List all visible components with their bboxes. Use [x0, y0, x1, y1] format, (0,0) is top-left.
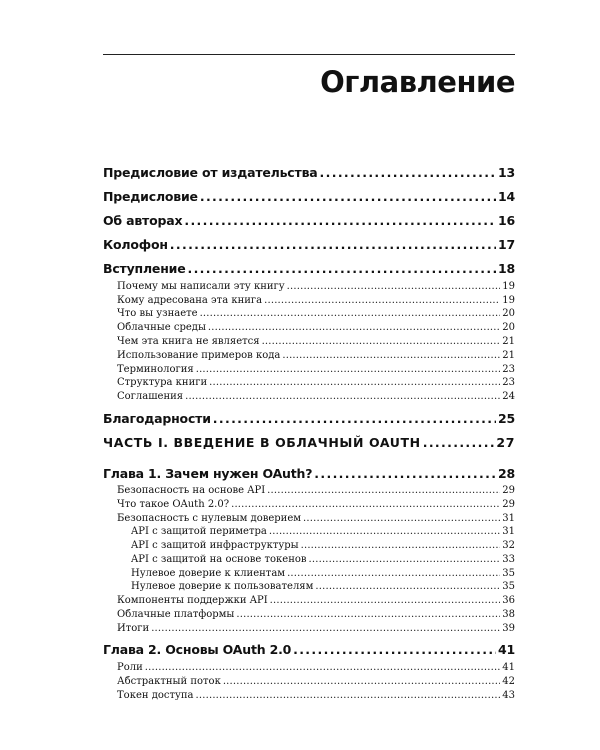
toc-entry-label: Роли	[117, 662, 143, 673]
dot-leader	[303, 513, 500, 524]
toc-entry-page: 21	[502, 336, 515, 347]
toc-entry-label: Колофон	[103, 237, 168, 252]
toc-part-entry[interactable]	[103, 435, 515, 453]
toc-entry[interactable]	[117, 281, 515, 295]
toc-entry-label: Безопасность с нулевым доверием	[117, 513, 302, 524]
toc-entry-label: Кому адресована эта книга	[117, 295, 263, 306]
dot-leader	[309, 554, 501, 565]
dot-leader	[264, 295, 500, 306]
dot-leader	[145, 662, 500, 673]
dot-leader	[287, 281, 501, 292]
toc-entry[interactable]	[117, 513, 515, 527]
dot-leader	[196, 690, 501, 701]
dot-leader	[315, 581, 500, 592]
toc-entry-label: Использование примеров кода	[117, 350, 281, 361]
toc-entry-label: Итоги	[117, 623, 150, 634]
toc-entry-page: 29	[502, 485, 515, 496]
toc-entry-page: 31	[502, 526, 515, 537]
toc-entry-page: 31	[502, 513, 515, 524]
page-title: Оглавление	[320, 65, 515, 99]
toc-entry-page: 18	[498, 261, 515, 276]
toc-entry[interactable]	[117, 499, 515, 513]
dot-leader	[269, 526, 500, 537]
toc-entry-page: 35	[502, 568, 515, 579]
dot-leader	[267, 485, 500, 496]
toc-entry[interactable]	[103, 237, 515, 255]
toc-entry-label: Глава 1. Зачем нужен OAuth?	[103, 466, 313, 481]
toc-entry-label: Вступление	[103, 261, 186, 276]
toc-entry[interactable]	[117, 676, 515, 690]
toc-entry-page: 17	[498, 237, 515, 252]
toc-entry[interactable]	[117, 662, 515, 676]
dot-leader	[184, 213, 496, 228]
toc-entry-label: Абстрактный поток	[117, 676, 221, 687]
toc-entry[interactable]	[103, 411, 515, 429]
dot-leader	[209, 377, 500, 388]
toc-entry-label: ЧАСТЬ I. ВВЕДЕНИЕ В ОБЛАЧНЫЙ OAUTH	[103, 435, 421, 450]
toc-entry-page: 21	[502, 350, 515, 361]
toc-entry[interactable]	[103, 165, 515, 183]
dot-leader	[208, 322, 500, 333]
dot-leader	[196, 364, 501, 375]
dot-leader	[151, 623, 500, 634]
toc-entry-page: 14	[498, 189, 515, 204]
toc-entry-page: 23	[502, 364, 515, 375]
toc-entry[interactable]	[117, 364, 515, 378]
toc-entry-page: 36	[502, 595, 515, 606]
dot-leader	[200, 189, 496, 204]
toc-entry-label: Терминология	[117, 364, 194, 375]
toc-entry[interactable]	[131, 554, 515, 568]
toc-entry-label: Об авторах	[103, 213, 183, 228]
toc-entry[interactable]	[117, 623, 515, 637]
toc-entry-page: 32	[502, 540, 515, 551]
toc-entry-page: 39	[502, 623, 515, 634]
dot-leader	[270, 595, 501, 606]
toc-entry-label: Безопасность на основе API	[117, 485, 266, 496]
toc-entry[interactable]	[117, 322, 515, 336]
toc-entry-label: Что вы узнаете	[117, 308, 198, 319]
toc-entry-page: 20	[502, 308, 515, 319]
toc-entry-label: Облачные платформы	[117, 609, 235, 620]
dot-leader	[301, 540, 501, 551]
toc-entry-page: 16	[498, 213, 515, 228]
toc-entry-page: 24	[502, 391, 515, 402]
toc-entry-label: API с защитой периметра	[131, 526, 267, 537]
toc-entry[interactable]	[103, 261, 515, 279]
toc-entry-label: Чем эта книга не является	[117, 336, 260, 347]
dot-leader	[170, 237, 496, 252]
toc-entry[interactable]	[103, 189, 515, 207]
dot-leader	[200, 308, 501, 319]
toc-entry-label: Нулевое доверие к клиентам	[131, 568, 286, 579]
toc-entry[interactable]	[117, 609, 515, 623]
toc-entry[interactable]	[117, 295, 515, 309]
dot-leader	[185, 391, 500, 402]
toc-entry-label: API с защитой инфраструктуры	[131, 540, 299, 551]
toc-entry-label: Предисловие	[103, 189, 198, 204]
dot-leader	[287, 568, 500, 579]
toc-entry-label: API с защитой на основе токенов	[131, 554, 307, 565]
toc-entry-label: Соглашения	[117, 391, 184, 402]
toc-entry[interactable]	[117, 690, 515, 704]
dot-leader	[223, 676, 500, 687]
toc-entry[interactable]	[117, 350, 515, 364]
toc-entry[interactable]	[117, 336, 515, 350]
dot-leader	[187, 261, 496, 276]
toc-entry-label: Облачные среды	[117, 322, 206, 333]
dot-leader	[314, 466, 496, 481]
toc-entry-page: 27	[496, 435, 515, 450]
toc-chapter-entry[interactable]	[103, 642, 515, 660]
toc-entry[interactable]	[131, 526, 515, 540]
toc-entry-page: 20	[502, 322, 515, 333]
toc-chapter-entry[interactable]	[103, 466, 515, 484]
toc-entry-page: 33	[502, 554, 515, 565]
toc-entry-page: 29	[502, 499, 515, 510]
toc-entry-page: 25	[498, 411, 515, 426]
toc-entry-page: 19	[502, 281, 515, 292]
dot-leader	[293, 642, 496, 657]
toc-entry[interactable]	[131, 568, 515, 582]
dot-leader	[282, 350, 500, 361]
dot-leader	[320, 165, 496, 180]
toc-entry-page: 41	[498, 642, 515, 657]
dot-leader	[213, 411, 496, 426]
toc-entry[interactable]	[131, 540, 515, 554]
toc-entry-label: Почему мы написали эту книгу	[117, 281, 285, 292]
toc-entry[interactable]	[117, 595, 515, 609]
toc-entry-label: Предисловие от издательства	[103, 165, 318, 180]
toc-entry-label: Компоненты поддержки API	[117, 595, 268, 606]
toc-entry[interactable]	[103, 213, 515, 231]
dot-leader	[423, 435, 495, 450]
toc-entry-page: 35	[502, 581, 515, 592]
toc-entry-label: Структура книги	[117, 377, 208, 388]
toc-entry-label: Что такое OAuth 2.0?	[117, 499, 230, 510]
toc-entry[interactable]	[117, 308, 515, 322]
toc-entry[interactable]	[117, 485, 515, 499]
toc-entry[interactable]	[131, 581, 515, 595]
toc-entry[interactable]	[117, 377, 515, 391]
dot-leader	[236, 609, 500, 620]
toc-entry-page: 13	[498, 165, 515, 180]
toc-entry-page: 38	[502, 609, 515, 620]
toc-entry-page: 23	[502, 377, 515, 388]
toc-entry-page: 43	[502, 690, 515, 701]
toc-entry[interactable]	[117, 391, 515, 405]
toc-entry-page: 19	[502, 295, 515, 306]
toc-entry-page: 42	[502, 676, 515, 687]
toc-entry-label: Нулевое доверие к пользователям	[131, 581, 314, 592]
toc-entry-page: 28	[498, 466, 515, 481]
dot-leader	[231, 499, 500, 510]
toc-entry-label: Токен доступа	[117, 690, 194, 701]
toc-entry-page: 41	[502, 662, 515, 673]
toc-entry-label: Благодарности	[103, 411, 211, 426]
toc-entry-label: Глава 2. Основы OAuth 2.0	[103, 642, 292, 657]
dot-leader	[262, 336, 501, 347]
